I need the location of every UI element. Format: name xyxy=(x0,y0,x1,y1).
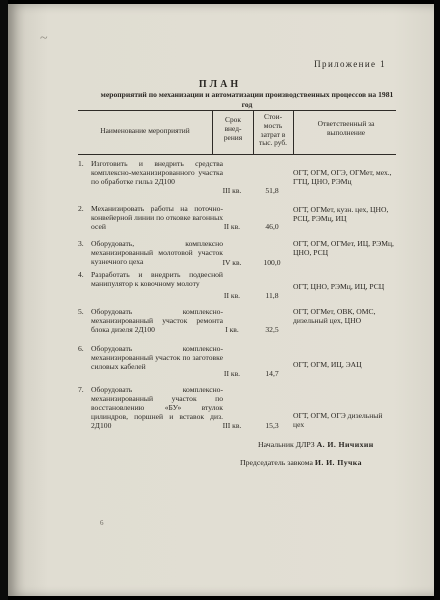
row-measure: Оборудовать, комплексно механизированный молотовой участок кузнечного цеха xyxy=(91,239,223,266)
row-term: III кв. xyxy=(222,186,242,195)
header-name: Наименование мероприятий xyxy=(100,126,190,135)
table-header-rule xyxy=(78,154,396,155)
table-row xyxy=(78,205,394,237)
column-divider xyxy=(212,110,213,154)
column-divider xyxy=(293,110,294,154)
table-row xyxy=(78,308,394,340)
row-number: 5. xyxy=(78,307,84,316)
header-cost: Стои-мость затрат в тыс. руб. xyxy=(259,112,287,148)
row-term: I кв. xyxy=(225,325,239,334)
row-number: 2. xyxy=(78,204,84,213)
header-term: Срок внед-рения xyxy=(223,115,243,142)
row-cost: 51,8 xyxy=(265,186,279,195)
row-number: 3. xyxy=(78,239,84,248)
row-responsible: ОГТ, ОГМ, ОГЭ, ОГМет, мех., ГТЦ, ЦНО, РЭМц xyxy=(293,168,392,186)
row-responsible: ОГТ, ОГМ, ОГЭ дизельный цех xyxy=(293,411,383,429)
row-responsible: ОГТ, ОГМ, ОГМет, ИЦ, РЭМц, ЦНО, РСЦ xyxy=(293,239,394,257)
row-term: III кв. xyxy=(222,421,242,430)
row-term: II кв. xyxy=(223,369,241,378)
pencil-mark: ~ xyxy=(40,31,48,46)
signature-director xyxy=(258,440,374,449)
row-responsible: ОГТ, ОГМ, ИЦ, ЭАЦ xyxy=(293,360,362,369)
table-row xyxy=(78,240,394,272)
row-measure: Разработать и внедрить подвесной манипулятор к ковочному молоту xyxy=(91,270,223,288)
signature-name: А. И. Ничихин xyxy=(316,440,374,449)
row-measure: Изготовить и внедрить средства комплексно-механизированного участка по обработке гильз 2Д100 xyxy=(91,159,223,186)
row-number: 6. xyxy=(78,344,84,353)
appendix-label: Приложение 1 xyxy=(314,59,386,69)
row-number: 4. xyxy=(78,270,84,279)
row-term: II кв. xyxy=(223,222,241,231)
row-cost: 32,5 xyxy=(265,325,279,334)
header-responsible: Ответственный за выполнение xyxy=(317,119,375,137)
table-row xyxy=(78,271,394,303)
book-spine xyxy=(0,0,8,600)
table-row xyxy=(78,386,394,436)
row-cost: 15,3 xyxy=(265,421,279,430)
row-number: 1. xyxy=(78,159,84,168)
row-responsible: ОГТ, ЦНО, РЭМц, ИЦ, РСЦ xyxy=(293,282,385,291)
row-term: IV кв. xyxy=(222,258,242,267)
row-number: 7. xyxy=(78,385,84,394)
row-measure: Оборудовать комплексно-механизированный участок ремонта блока дизеля 2Д100 xyxy=(91,307,223,334)
row-measure: Механизировать работы на поточно-конвейерной линии по отковке вагонных осей xyxy=(91,204,223,231)
row-cost: 11,8 xyxy=(265,291,279,300)
table-row xyxy=(78,345,394,383)
row-responsible: ОГТ, ОГМет, кузн. цех, ЦНО, РСЦ, РЭМц, ИЦ xyxy=(293,205,389,223)
page-edge xyxy=(434,0,440,600)
row-cost: 46,0 xyxy=(265,222,279,231)
row-measure: Оборудовать комплексно-механизированный участок по восстановлению «БУ» втулок цилиндров, поршней и вставок диз. 2Д100 xyxy=(91,385,223,430)
signature-name: И. И. Пучка xyxy=(314,458,362,467)
table-top-rule xyxy=(78,110,396,111)
column-divider xyxy=(253,110,254,154)
row-measure: Оборудовать комплексно-механизированный участок по заготовке силовых кабелей xyxy=(91,344,223,371)
table-row xyxy=(78,160,394,202)
signature-role: Председатель завкома xyxy=(240,458,313,467)
page-folio: 6 xyxy=(100,519,104,527)
row-responsible: ОГТ, ОГМет, ОВК, ОМС, дизельный цех, ЦНО xyxy=(293,307,376,325)
document-title: ПЛАН xyxy=(198,79,242,90)
document-subtitle: мероприятий по механизации и автоматизации производственных процессов на 1981 год xyxy=(100,90,394,109)
row-cost: 14,7 xyxy=(265,369,279,378)
row-cost: 100,0 xyxy=(263,258,281,267)
signature-chairman xyxy=(240,458,362,467)
signature-role: Начальник ДЛРЗ xyxy=(258,440,315,449)
row-term: II кв. xyxy=(223,291,241,300)
